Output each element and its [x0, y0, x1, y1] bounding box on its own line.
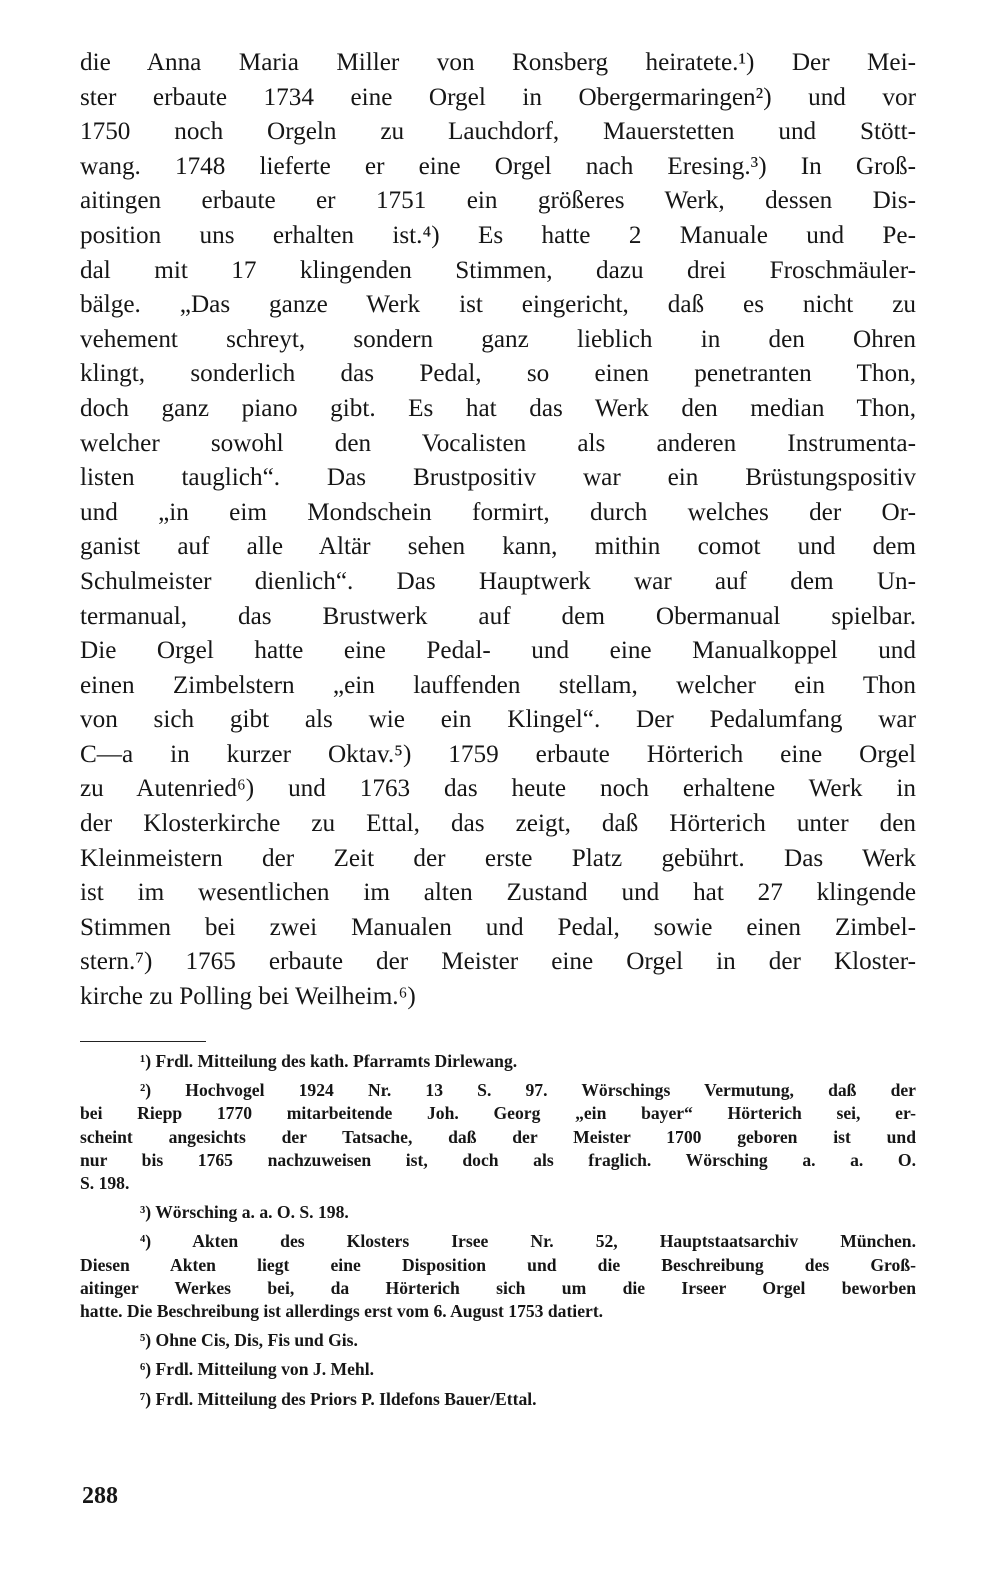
- main-text-column: [80, 46, 916, 1015]
- footnote-line: ²) Hochvogel 1924 Nr. 13 S. 97. Wörschings Vermutung, daß der: [140, 1080, 916, 1101]
- footnote-line: Diesen Akten liegt eine Disposition und die Beschreibung des Groß-: [80, 1254, 916, 1275]
- body-line: einen Zimbelstern „ein lauffenden stellam, welcher ein Thon: [80, 671, 916, 699]
- footnote-line: ⁵) Ohne Cis, Dis, Fis und Gis.: [140, 1330, 358, 1351]
- body-line: und „in eim Mondschein formirt, durch welches der Or-: [80, 498, 916, 526]
- body-line: ster erbaute 1734 eine Orgel in Obergermaringen²) und vor: [80, 83, 916, 111]
- footnotes: [80, 1050, 916, 1417]
- body-line: ist im wesentlichen im alten Zustand und hat 27 klingende: [80, 879, 916, 907]
- body-line: vehement schreyt, sondern ganz lieblich in den Ohren: [80, 325, 916, 353]
- footnote-line: nur bis 1765 nachzuweisen ist, doch als fraglich. Wörsching a. a. O.: [80, 1149, 916, 1170]
- body-line: Kleinmeistern der Zeit der erste Platz gebührt. Das Werk: [80, 844, 916, 872]
- footnote-2: [80, 1079, 916, 1195]
- footnote-3: [80, 1201, 916, 1224]
- footnote-line: scheint angesichts der Tatsache, daß der Meister 1700 geboren ist und: [80, 1126, 916, 1147]
- body-line: kirche zu Polling bei Weilheim.⁶): [80, 983, 416, 1011]
- body-line: aitingen erbaute er 1751 ein größeres Werk, dessen Dis-: [80, 187, 916, 215]
- footnote-line: ⁶) Frdl. Mitteilung von J. Mehl.: [140, 1359, 374, 1380]
- body-line: termanual, das Brustwerk auf dem Obermanual spielbar.: [80, 602, 916, 630]
- body-line: dal mit 17 klingenden Stimmen, dazu drei Froschmäuler-: [80, 256, 916, 284]
- footnote-line: ⁷) Frdl. Mitteilung des Priors P. Ildefons Bauer/Ettal.: [140, 1388, 537, 1409]
- page-number: 288: [82, 1483, 118, 1509]
- footnote-7: [80, 1388, 916, 1411]
- body-line: der Klosterkirche zu Ettal, das zeigt, daß Hörterich unter den: [80, 810, 916, 838]
- body-line: stern.⁷) 1765 erbaute der Meister eine Orgel in der Kloster-: [80, 948, 916, 976]
- body-line: Schulmeister dienlich“. Das Hauptwerk war auf dem Un-: [80, 567, 916, 595]
- footnote-1: [80, 1050, 916, 1073]
- footnote-4: [80, 1230, 916, 1323]
- body-line: bälge. „Das ganze Werk ist eingericht, daß es nicht zu: [80, 291, 916, 319]
- body-line: die Anna Maria Miller von Ronsberg heiratete.¹) Der Mei-: [80, 49, 916, 76]
- footnote-line: S. 198.: [80, 1173, 130, 1194]
- body-line: Stimmen bei zwei Manualen und Pedal, sowie einen Zimbel-: [80, 913, 916, 941]
- footnote-line: ⁴) Akten des Klosters Irsee Nr. 52, Hauptstaatsarchiv München.: [140, 1231, 916, 1252]
- footnote-line: ¹) Frdl. Mitteilung des kath. Pfarramts Dirlewang.: [140, 1051, 518, 1071]
- body-line: position uns erhalten ist.⁴) Es hatte 2 Manuale und Pe-: [80, 221, 916, 249]
- footnote-line: ³) Wörsching a. a. O. S. 198.: [140, 1202, 349, 1223]
- footnote-line: hatte. Die Beschreibung ist allerdings erst vom 6. August 1753 datiert.: [80, 1301, 604, 1322]
- footnote-line: bei Riepp 1770 mitarbeitende Joh. Georg „ein bayer“ Hörterich sei, er-: [80, 1103, 916, 1124]
- body-line: welcher sowohl den Vocalisten als anderen Instrumenta-: [80, 429, 916, 457]
- body-line: von sich gibt als wie ein Klingel“. Der Pedalumfang war: [80, 706, 916, 734]
- body-line: C—a in kurzer Oktav.⁵) 1759 erbaute Hörterich eine Orgel: [80, 740, 916, 768]
- body-line: Die Orgel hatte eine Pedal- und eine Manualkoppel und: [80, 637, 916, 665]
- body-line: klingt, sonderlich das Pedal, so einen penetranten Thon,: [80, 360, 916, 388]
- footnote-divider: [80, 1041, 206, 1042]
- footnote-line: aitinger Werkes bei, da Hörterich sich um die Irseer Orgel beworben: [80, 1277, 916, 1298]
- body-line: doch ganz piano gibt. Es hat das Werk den median Thon,: [80, 394, 916, 422]
- footnote-6: [80, 1358, 916, 1381]
- body-line: listen tauglich“. Das Brustpositiv war ein Brüstungspositiv: [80, 464, 916, 492]
- body-line: 1750 noch Orgeln zu Lauchdorf, Mauerstetten und Stött-: [80, 118, 916, 146]
- body-paragraph: [80, 46, 916, 1015]
- footnote-5: [80, 1329, 916, 1352]
- body-line: zu Autenried⁶) und 1763 das heute noch erhaltene Werk in: [80, 775, 916, 803]
- body-line: wang. 1748 lieferte er eine Orgel nach Eresing.³) In Groß-: [80, 152, 916, 180]
- body-line: ganist auf alle Altär sehen kann, mithin comot und dem: [80, 533, 916, 561]
